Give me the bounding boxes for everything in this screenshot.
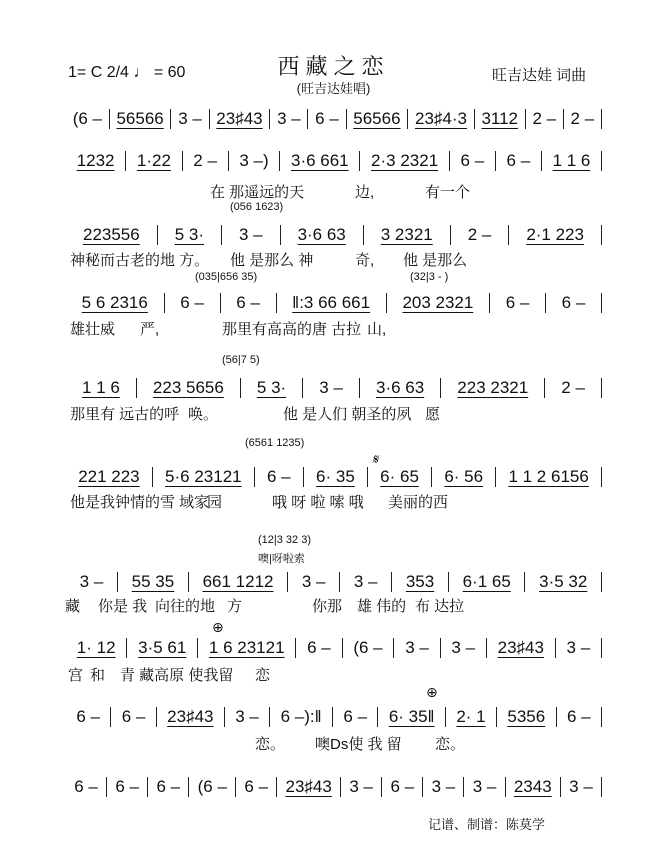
measure: 6 – <box>546 293 602 313</box>
measure: 3·6 63 <box>281 225 364 245</box>
measure: 223 2321 <box>441 378 545 398</box>
measure: 3 2321 <box>364 225 451 245</box>
measure: 3 – <box>303 378 360 398</box>
lyric: 神秘而古老的地 方。 <box>70 252 210 269</box>
coda-sign-icon: ⊕ <box>212 619 224 635</box>
measure: 6 – <box>490 293 546 313</box>
measure: 6 –):‖ <box>270 707 333 727</box>
measure: 2·3 2321 <box>360 151 450 171</box>
measure: 3 – <box>340 572 392 592</box>
measure: 1· 12 <box>66 638 127 658</box>
staff-row <box>66 776 602 798</box>
credit: 记谱、制谱：陈莫学 <box>428 817 546 832</box>
measure: 3 – <box>556 638 602 658</box>
lyric: 他 是那么 <box>403 252 468 269</box>
measure: (6 – <box>66 109 110 129</box>
lyric: 雄 伟的 <box>357 598 407 615</box>
measure: 5 6 2316 <box>66 293 165 313</box>
measure: 23♯43 <box>277 777 341 797</box>
lyric: 方 <box>227 598 243 615</box>
staff-row <box>66 571 602 593</box>
measure: 6 – <box>382 777 423 797</box>
measure: 2 – <box>526 109 564 129</box>
measure: 3 – <box>288 572 340 592</box>
measure: 2· 1 <box>446 707 497 727</box>
measure: 6· 65 <box>368 467 432 487</box>
measure: 6 – <box>308 109 346 129</box>
measure: 6 – <box>333 707 378 727</box>
measure: 6 – <box>496 151 542 171</box>
lyric: 你那 <box>312 598 343 615</box>
lyric: 他是我钟情的雪 域家 <box>70 494 210 511</box>
interlude-annotation: (32|3 - ) <box>410 271 449 283</box>
measure: 5 3· <box>158 225 222 245</box>
lyric: 和 <box>90 667 106 684</box>
measure: 3·5 32 <box>525 572 602 592</box>
measure: 3 – <box>341 777 382 797</box>
measure: 23♯4·3 <box>408 109 474 129</box>
measure: 3 –) <box>229 151 281 171</box>
measure: 3 – <box>222 225 281 245</box>
lyric: 雄壮威 <box>70 321 116 338</box>
lyric: 在 那遥远的天 <box>210 184 305 201</box>
measure: 6·1 65 <box>449 572 526 592</box>
lyric: 噢Ds使 我 留 <box>315 736 402 753</box>
lyric: 园 <box>207 494 223 511</box>
lyric: 严, <box>140 321 160 338</box>
measure: 2·1 223 <box>509 225 602 245</box>
measure: 6 – <box>450 151 496 171</box>
lyric: 宫 <box>68 667 84 684</box>
measure: 223 5656 <box>137 378 241 398</box>
measure: 6 – <box>165 293 221 313</box>
staff-row <box>66 150 602 172</box>
staff-row <box>66 224 602 246</box>
measure: 6 – <box>236 777 277 797</box>
lyric: 藏 <box>65 598 81 615</box>
measure: 6· 35 <box>304 467 368 487</box>
lyric: 向往的地 <box>155 598 216 615</box>
measure: 1·22 <box>126 151 182 171</box>
lyric: 恋 <box>255 667 271 684</box>
composer: 旺吉达娃 词曲 <box>492 67 587 84</box>
staff-row <box>66 706 602 728</box>
lyric: 那里有 远古的呼 <box>70 406 180 423</box>
measure: ‖:3 66 661 <box>277 293 387 313</box>
measure: 3112 <box>475 109 526 129</box>
measure: 2 – <box>183 151 229 171</box>
interlude-annotation: (6561 1235) <box>245 437 305 449</box>
song-title: 西藏之恋 <box>277 55 390 80</box>
measure: 6 – <box>148 777 189 797</box>
measure: 3·6 63 <box>360 378 441 398</box>
measure: 6 – <box>255 467 304 487</box>
measure: 2 – <box>564 109 602 129</box>
measure: 56566 <box>347 109 409 129</box>
lyric: 青 藏高原 使我留 <box>120 667 234 684</box>
lyric: 有一个 <box>425 184 471 201</box>
lyric: 你是 我 <box>98 598 148 615</box>
measure: 221 223 <box>66 467 153 487</box>
measure: 2 – <box>451 225 510 245</box>
staff-row <box>66 292 602 314</box>
measure: 203 2321 <box>387 293 490 313</box>
lyric: 唤。 <box>188 406 219 423</box>
staff-row <box>66 466 602 488</box>
measure: 55 35 <box>118 572 189 592</box>
measure: 3 – <box>66 572 118 592</box>
measure: 6 – <box>66 777 107 797</box>
measure: 6· 35‖ <box>378 707 446 727</box>
measure: 6 – <box>107 777 148 797</box>
segno-icon: 𝄋 <box>372 451 379 467</box>
measure: 1232 <box>66 151 126 171</box>
lyric: 恋。 <box>255 736 286 753</box>
measure: 1 1 2 6156 <box>496 467 602 487</box>
staff-row <box>66 108 602 130</box>
measure: 6 – <box>296 638 342 658</box>
measure: 23♯43 <box>210 109 271 129</box>
lyric: 那里有高高的唐 古拉 <box>222 321 362 338</box>
measure: 5·6 23121 <box>153 467 255 487</box>
measure: 5 3· <box>241 378 303 398</box>
measure: 5356 <box>497 707 557 727</box>
key-tempo: 1= C 2/4 ♩ = 60 <box>68 64 186 81</box>
measure: 3 – <box>394 638 440 658</box>
measure: 3 – <box>171 109 209 129</box>
staff-row <box>66 637 602 659</box>
lyric: 美丽的西 <box>388 494 449 511</box>
measure: 56566 <box>110 109 172 129</box>
measure: 6 – <box>557 707 602 727</box>
measure: 1 6 23121 <box>198 638 296 658</box>
measure: 2 – <box>545 378 602 398</box>
measure: 661 1212 <box>189 572 288 592</box>
measure: 223556 <box>66 225 158 245</box>
measure: 3 – <box>225 707 270 727</box>
lyric: 他 是人们 朝圣的夙 <box>283 406 412 423</box>
lyric: 布 达拉 <box>415 598 465 615</box>
staff-row <box>66 377 602 399</box>
measure: 6· 56 <box>432 467 496 487</box>
lyric: 愿 <box>425 406 441 423</box>
measure: 6 – <box>111 707 156 727</box>
measure: 3 – <box>464 777 505 797</box>
measure: 3 – <box>423 777 464 797</box>
lyric: 恋。 <box>435 736 466 753</box>
measure: 6 – <box>66 707 111 727</box>
measure: 1 1 6 <box>66 378 137 398</box>
interlude-annotation: (035|656 35) <box>195 271 258 283</box>
measure: 6 – <box>221 293 277 313</box>
interlude-annotation: (12|3 32 3) <box>258 534 312 546</box>
measure: (6 – <box>189 777 236 797</box>
measure: 3 – <box>270 109 308 129</box>
measure: 3·6 661 <box>280 151 360 171</box>
measure: 3 – <box>441 638 487 658</box>
lyric: 哦 呀 啦 嗦 哦 <box>272 494 364 511</box>
measure: (6 – <box>343 638 395 658</box>
measure: 1 1 6 <box>542 151 602 171</box>
lyric: 奇, <box>355 252 375 269</box>
measure: 23♯43 <box>157 707 225 727</box>
measure: 23♯43 <box>487 638 556 658</box>
lyric: 边, <box>355 184 375 201</box>
interlude-annotation: (056 1623) <box>230 201 284 213</box>
measure: 3·5 61 <box>127 638 198 658</box>
singer: (旺吉达娃唱) <box>296 81 371 96</box>
measure: 3 – <box>561 777 602 797</box>
lyric: 他 是那么 神 <box>230 252 314 269</box>
lyric: 山, <box>367 321 387 338</box>
interlude-annotation: 噢|呀啦索 <box>258 553 305 565</box>
interlude-annotation: (56|7 5) <box>222 354 260 366</box>
measure: 353 <box>392 572 449 592</box>
coda-sign-icon: ⊕ <box>426 684 438 700</box>
measure: 2343 <box>506 777 561 797</box>
